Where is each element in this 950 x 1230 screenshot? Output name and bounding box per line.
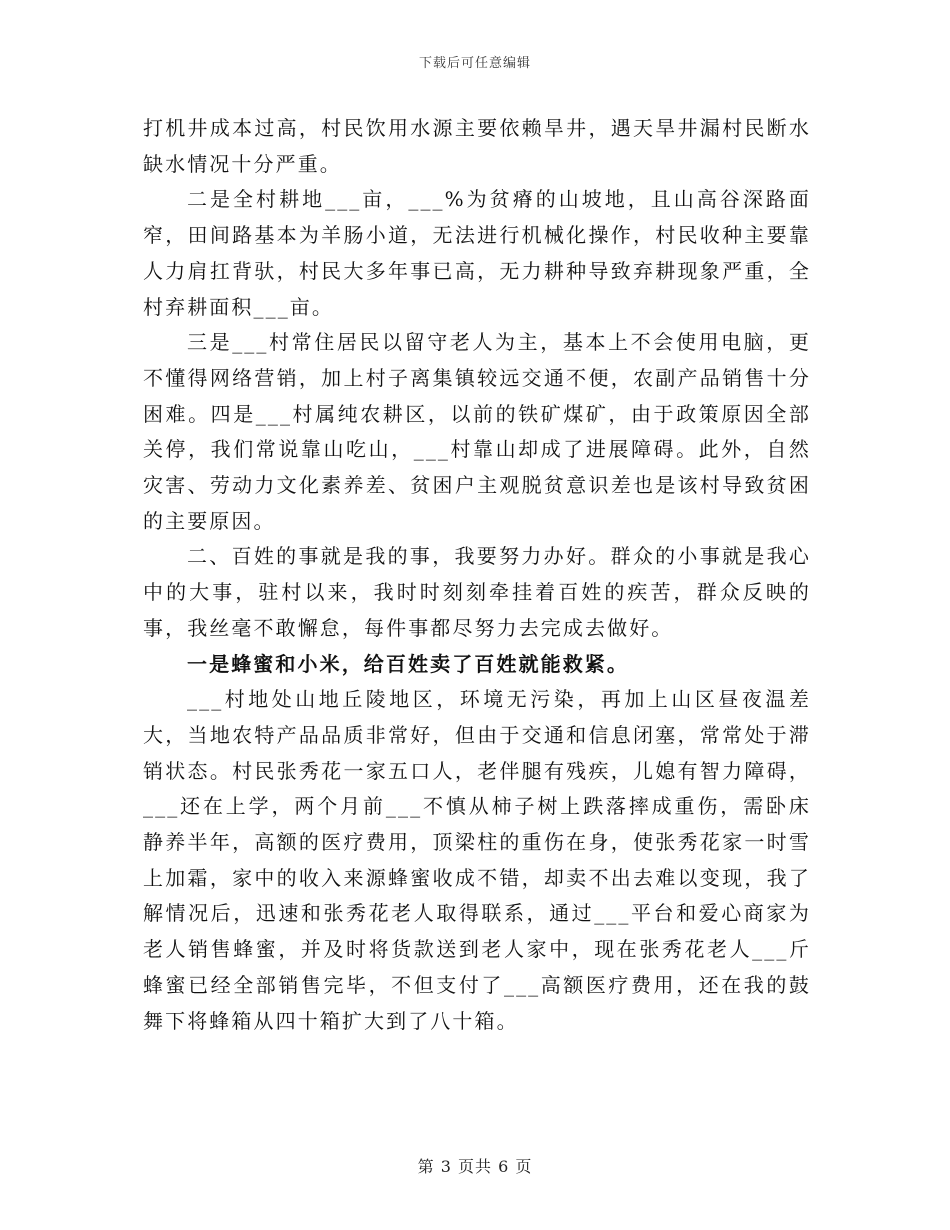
document-body [143, 111, 811, 1039]
page-footer: 第 3 页共 6 页 [417, 1157, 533, 1176]
page-header: 下载后可任意编辑 [418, 56, 531, 71]
paragraph-honey-sales: ___村地处山地丘陵地区，环境无污染，再加上山区昼夜温差大，当地农特产品品质非常好，但由于交通和信息闭塞，常常处于滞销状态。村民张秀花一家五口人，老伴腿有残疾，儿媳有智力障碍，___还在上学，两个月前___不慎从柿子树上跌落摔成重伤，需卧床静养半年，高额的医疗费用，顶梁柱的重伤在身，使张秀花家一时雪上加霜，家中的收入来源蜂蜜收成不错，却卖不出去难以变现，我了解情况后，迅速和张秀花老人取得联系，通过___平台和爱心商家为老人销售蜂蜜，并及时将货款送到老人家中，现在张秀花老人___斤蜂蜜已经全部销售完毕，不但支付了___高额医疗费用，还在我的鼓舞下将蜂箱从四十箱扩大到了八十箱。 [143, 687, 811, 1033]
paragraph-subheading: 一是蜂蜜和小米，给百姓卖了百姓就能救紧。 [187, 651, 629, 676]
paragraph-residents: 三是___村常住居民以留守老人为主，基本上不会使用电脑，更不懂得网络营销，加上村子离集镇较远交通不便，农副产品销售十分困难。四是___村属纯农耕区，以前的铁矿煤矿，由于政策原因全部关停，我们常说靠山吃山，___村靠山却成了进展障碍。此外，自然灾害、劳动力文化素养差、贫困户主观脱贫意识差也是该村导致贫困的主要原因。 [143, 330, 811, 533]
paragraph-continuation: 打机井成本过高，村民饮用水源主要依赖旱井，遇天旱井漏村民断水缺水情况十分严重。 [143, 116, 811, 176]
paragraph-farmland: 二是全村耕地___亩，___%为贫瘠的山坡地，且山高谷深路面窄，田间路基本为羊肠小道，无法进行机械化操作，村民收种主要靠人力肩扛背驮，村民大多年事已高，无力耕种导致弃耕现象严重，全村弃耕面积___亩。 [143, 187, 811, 319]
paragraph-section-two: 二、百姓的事就是我的事，我要努力办好。群众的小事就是我心中的大事，驻村以来，我时时刻刻牵挂着百姓的疾苦，群众反映的事，我丝毫不敢懈怠，每件事都尽努力去完成去做好。 [143, 544, 811, 640]
